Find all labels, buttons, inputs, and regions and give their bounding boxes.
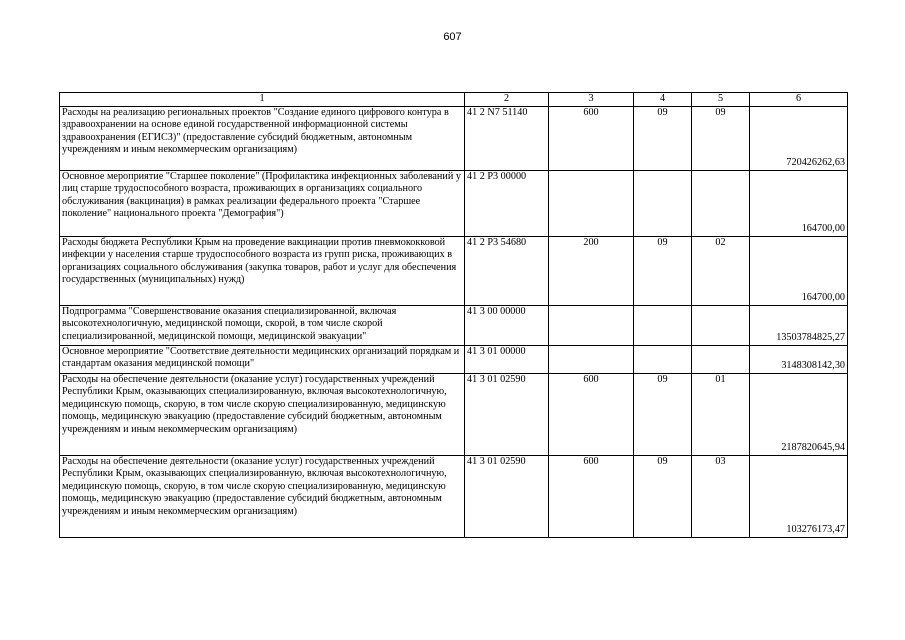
row-section: 09	[634, 106, 692, 170]
row-target-code: 41 3 01 00000	[465, 345, 549, 373]
row-expense-type	[549, 170, 634, 236]
row-description: Расходы на обеспечение деятельности (оказание услуг) государственных учреждений Республики Крым, оказывающих специализированную, включая высокотехнологичную, медицинскую помощь, скорую, в том числе скорую специализированную, медицинскую помощь, медицинскую эвакуацию (предоставление субсидий бюджетным, автономным учреждениям и иным некоммерческим организациям)	[60, 455, 465, 537]
row-expense-type	[549, 305, 634, 345]
row-subsection: 02	[692, 236, 750, 305]
row-subsection: 09	[692, 106, 750, 170]
column-header-1: 1	[60, 93, 465, 107]
row-amount: 164700,00	[750, 236, 848, 305]
row-subsection: 01	[692, 373, 750, 455]
page-number: 607	[443, 31, 462, 43]
column-header-4: 4	[634, 93, 692, 107]
table-row	[60, 106, 848, 170]
table-row	[60, 373, 848, 455]
row-description: Расходы бюджета Республики Крым на проведение вакцинации против пневмококковой инфекции у населения старше трудоспособного возраста из групп риска, проживающих в организациях социального обслуживания (закупка товаров, работ и услуг для обеспечения государственных (муниципальных) нужд)	[60, 236, 465, 305]
row-section	[634, 170, 692, 236]
row-target-code: 41 3 01 02590	[465, 373, 549, 455]
row-subsection	[692, 345, 750, 373]
row-description: Расходы на реализацию региональных проектов "Создание единого цифрового контура в здравоохранении на основе единой государственной информационной системы здравоохранения (ЕГИСЗ)" (предоставление субсидий бюджетным, автономным учреждениям и иным некоммерческим организациям)	[60, 106, 465, 170]
row-section: 09	[634, 236, 692, 305]
row-expense-type: 600	[549, 106, 634, 170]
row-expense-type: 600	[549, 455, 634, 537]
row-subsection	[692, 305, 750, 345]
row-amount: 2187820645,94	[750, 373, 848, 455]
row-amount: 720426262,63	[750, 106, 848, 170]
table-row	[60, 305, 848, 345]
row-subsection: 03	[692, 455, 750, 537]
row-description: Расходы на обеспечение деятельности (оказание услуг) государственных учреждений Республики Крым, оказывающих специализированную, включая высокотехнологичную, медицинскую помощь, скорую, в том числе скорую специализированную, медицинскую помощь, медицинскую эвакуацию (предоставление субсидий бюджетным, автономным учреждениям и иным некоммерческим организациям)	[60, 373, 465, 455]
column-header-5: 5	[692, 93, 750, 107]
row-description: Основное мероприятие "Старшее поколение" (Профилактика инфекционных заболеваний у лиц старше трудоспособного возраста, проживающих в организациях социального обслуживания (вакцинация) в рамках реализации федерального проекта "Старшее поколение" национального проекта "Демография")	[60, 170, 465, 236]
table-row	[60, 455, 848, 537]
row-amount: 3148308142,30	[750, 345, 848, 373]
row-amount: 103276173,47	[750, 455, 848, 537]
row-target-code: 41 2 P3 00000	[465, 170, 549, 236]
row-target-code: 41 3 01 02590	[465, 455, 549, 537]
row-section	[634, 305, 692, 345]
column-header-3: 3	[549, 93, 634, 107]
row-target-code: 41 2 P3 54680	[465, 236, 549, 305]
row-expense-type	[549, 345, 634, 373]
row-expense-type: 200	[549, 236, 634, 305]
row-description: Основное мероприятие "Соответствие деятельности медицинских организаций порядкам и стандартам оказания медицинской помощи"	[60, 345, 465, 373]
budget-table	[59, 92, 848, 538]
row-amount: 164700,00	[750, 170, 848, 236]
row-target-code: 41 3 00 00000	[465, 305, 549, 345]
row-description: Подпрограмма "Совершенствование оказания специализированной, включая высокотехнологичную, медицинской помощи, скорой, в том числе скорой специализированной, медицинской помощи, медицинской эвакуации"	[60, 305, 465, 345]
row-expense-type: 600	[549, 373, 634, 455]
row-section	[634, 345, 692, 373]
table-header-row	[60, 93, 848, 107]
row-amount: 13503784825,27	[750, 305, 848, 345]
table-row	[60, 236, 848, 305]
column-header-6: 6	[750, 93, 848, 107]
table-row	[60, 170, 848, 236]
row-subsection	[692, 170, 750, 236]
row-section: 09	[634, 373, 692, 455]
table-row	[60, 345, 848, 373]
row-target-code: 41 2 N7 51140	[465, 106, 549, 170]
column-header-2: 2	[465, 93, 549, 107]
row-section: 09	[634, 455, 692, 537]
